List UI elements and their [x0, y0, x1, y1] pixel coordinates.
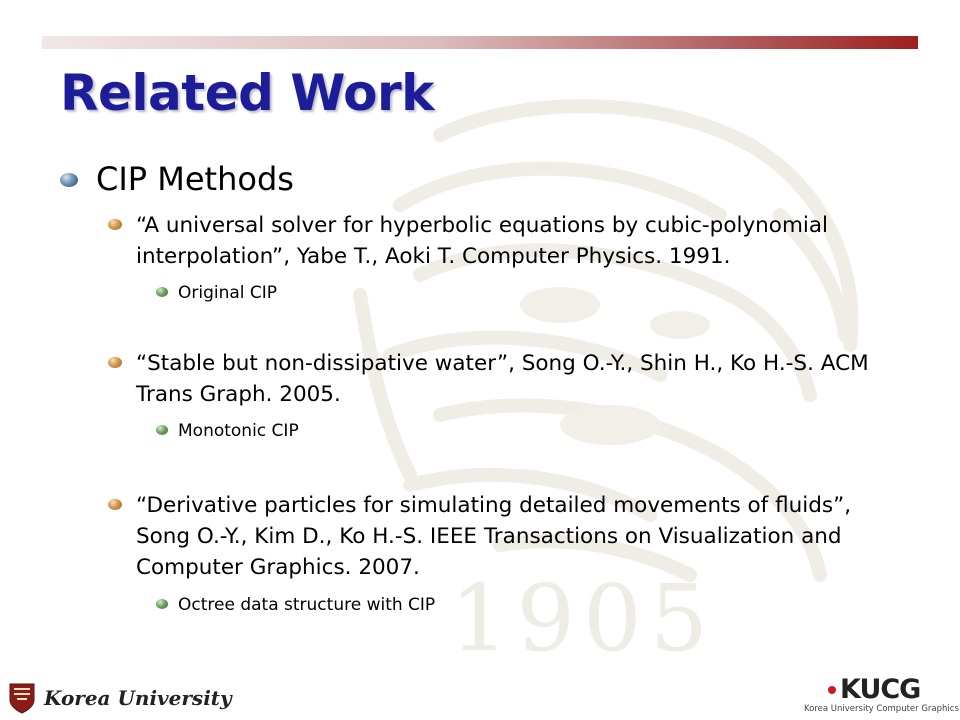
- reference-note-text: Original CIP: [178, 283, 278, 303]
- reference-note: [156, 594, 435, 616]
- section-heading: CIP Methods: [96, 160, 294, 198]
- orange-sphere-bullet-icon: [108, 357, 122, 368]
- green-sphere-bullet-icon: [156, 287, 168, 297]
- green-sphere-bullet-icon: [156, 425, 168, 435]
- watermark-year: 1905: [450, 565, 717, 672]
- blue-sphere-bullet-icon: [60, 173, 78, 187]
- reference-text: “Stable but non-dissipative water”, Song O.-Y., Shin H., Ko H.-S. ACM Trans Graph. 2005.: [136, 351, 869, 407]
- reference-item: [108, 348, 908, 410]
- reference-item: [108, 490, 908, 583]
- reference-note: [156, 282, 277, 304]
- reference-note-text: Monotonic CIP: [178, 421, 299, 441]
- top-accent-bar: [42, 36, 918, 49]
- university-name: Korea University: [44, 686, 232, 710]
- green-sphere-bullet-icon: [156, 599, 168, 609]
- reference-item: [108, 210, 908, 272]
- reference-note: [156, 420, 299, 442]
- korea-university-logo: [8, 682, 248, 716]
- reference-note-text: Octree data structure with CIP: [178, 595, 436, 615]
- slide-title: Related Work: [60, 64, 434, 122]
- kucg-logo: [770, 672, 959, 718]
- university-seal-icon: [8, 682, 36, 714]
- lab-subtitle: Korea University Computer Graphics: [804, 704, 959, 714]
- reference-text: “A universal solver for hyperbolic equations by cubic-polynomial interpolation”, Yabe T., Aoki T. Computer Physics. 1991.: [136, 213, 829, 269]
- reference-text: “Derivative particles for simulating detailed movements of fluids”, Song O.-Y., Kim D., Ko H.-S. IEEE Transactions on Visualization and Computer Graphics. 2007.: [136, 493, 852, 580]
- lab-title: KUCG: [840, 674, 921, 705]
- red-dot-icon: [828, 686, 836, 694]
- orange-sphere-bullet-icon: [108, 499, 122, 510]
- orange-sphere-bullet-icon: [108, 219, 122, 230]
